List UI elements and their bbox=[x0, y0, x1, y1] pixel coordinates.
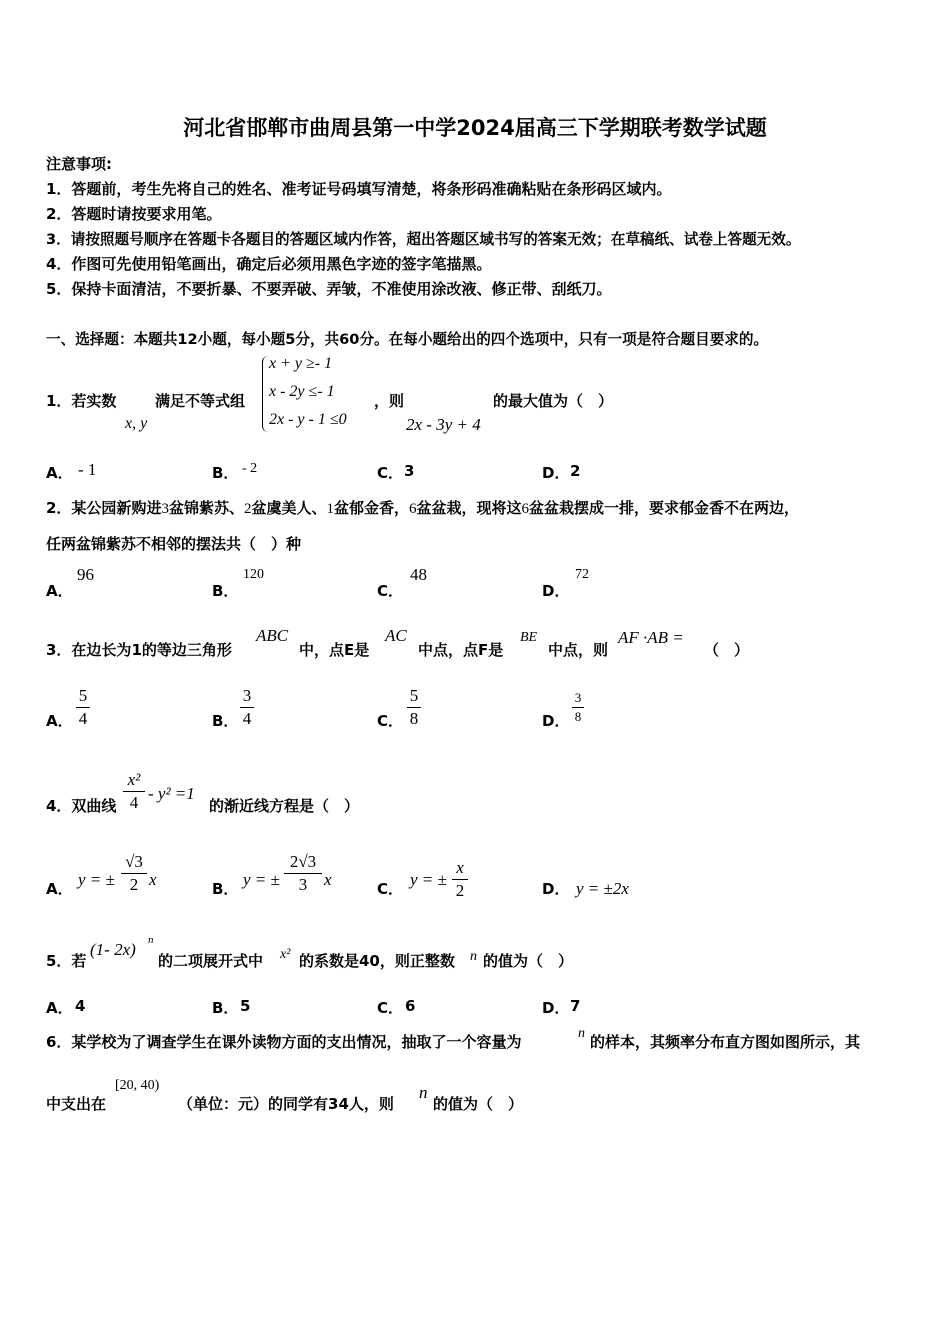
q5-text-1: 5．若 bbox=[46, 952, 87, 970]
q2-option-b-value: 120 bbox=[243, 567, 264, 582]
q5-text-3: 的系数是40，则正整数 bbox=[299, 952, 455, 970]
q2-part: 盆虞美人、 bbox=[251, 499, 327, 517]
q1-option-b-value: - 2 bbox=[242, 461, 258, 476]
q2-part: 盆盆栽，现将这 bbox=[416, 499, 522, 517]
q6-interval: [20, 40) bbox=[115, 1078, 160, 1093]
q2-number: 3 bbox=[161, 501, 169, 517]
q4-option-b-label: B． bbox=[212, 880, 239, 898]
notice-heading: 注意事项: bbox=[46, 155, 112, 173]
q3-option-b-label: B． bbox=[212, 712, 239, 730]
q3-option-d-fraction bbox=[572, 690, 584, 725]
q3-option-b-fraction bbox=[240, 686, 254, 729]
q5-option-d-label: D． bbox=[542, 999, 570, 1017]
numerator: 3 bbox=[242, 686, 252, 705]
q2-option-a-value: 96 bbox=[77, 565, 94, 584]
notice-item: 4．作图可先使用铅笔画出，确定后必须用黑色字迹的签字笔描黑。 bbox=[46, 255, 492, 273]
q1-expression: 2x - 3y + 4 bbox=[406, 415, 481, 434]
q4-option-c-fraction bbox=[452, 858, 468, 901]
q3-text-3: 中点，点F是 bbox=[418, 641, 504, 659]
notice-item: 1．答题前，考生先将自己的姓名、准考证号码填写清楚，将条形码准确粘贴在条形码区域内。 bbox=[46, 180, 672, 198]
q4-option-a-prefix: y = ± bbox=[78, 870, 115, 889]
q3-segment-ac: AC bbox=[385, 626, 407, 645]
q3-text-1: 3．在边长为1的等边三角形 bbox=[46, 641, 232, 659]
q5-option-c-label: C． bbox=[377, 999, 404, 1017]
q3-option-a-fraction bbox=[76, 686, 90, 729]
q4-option-b-suffix: x bbox=[324, 870, 332, 889]
q5-term: x² bbox=[280, 947, 291, 962]
denominator: 4 bbox=[78, 709, 88, 728]
q2-part: 盆郁金香， bbox=[333, 499, 409, 517]
denominator: 4 bbox=[242, 709, 252, 728]
q4-option-b-fraction bbox=[284, 852, 322, 895]
q3-text-5: （ ） bbox=[704, 641, 750, 659]
numerator: 5 bbox=[78, 686, 88, 705]
q2-number: 6 bbox=[409, 501, 417, 517]
q2-text-line-2: 任两盆锦紫苏不相邻的摆法共（ ）种 bbox=[46, 535, 302, 553]
q1-option-a-label: A． bbox=[46, 464, 73, 482]
q4-option-b-prefix: y = ± bbox=[243, 870, 280, 889]
q1-text-4: 的最大值为（ ） bbox=[493, 392, 614, 410]
q2-text bbox=[46, 497, 799, 518]
q4-equation-rest: - y² =1 bbox=[148, 784, 195, 803]
q1-option-c-label: C． bbox=[377, 464, 404, 482]
q6-text-1b: 的样本，其频率分布直方图如图所示，其 bbox=[590, 1033, 861, 1051]
q4-option-a-label: A． bbox=[46, 880, 73, 898]
q5-binomial: (1- 2x) bbox=[90, 940, 136, 959]
notice-item: 2．答题时请按要求用笔。 bbox=[46, 205, 222, 223]
numerator: 3 bbox=[574, 690, 582, 705]
q6-n-2: n bbox=[419, 1083, 428, 1102]
q1-ineq-3: 2x - y - 1 ≤0 bbox=[269, 411, 347, 428]
q4-option-a-fraction bbox=[121, 852, 147, 895]
q6-text-1a: 6．某学校为了调查学生在课外读物方面的支出情况，抽取了一个容量为 bbox=[46, 1033, 522, 1051]
q4-option-d-label: D． bbox=[542, 880, 570, 898]
denominator: 3 bbox=[298, 875, 308, 894]
section-heading: 一、选择题：本题共12小题，每小题5分，共60分。在每小题给出的四个选项中，只有一项是符合题目要求的。 bbox=[46, 331, 769, 348]
q1-text-1: 1．若实数 bbox=[46, 392, 117, 410]
numerator: √3 bbox=[125, 852, 143, 871]
q4-fraction bbox=[123, 770, 145, 813]
q3-option-c-label: C． bbox=[377, 712, 404, 730]
q2-option-b-label: B． bbox=[212, 582, 239, 600]
q1-ineq-2: x - 2y ≤- 1 bbox=[269, 383, 335, 400]
q4-option-d-value: y = ±2x bbox=[576, 879, 629, 898]
q3-option-d-label: D． bbox=[542, 712, 570, 730]
q5-option-d-value: 7 bbox=[570, 997, 581, 1015]
q2-number: 1 bbox=[326, 501, 334, 517]
q5-option-a-label: A． bbox=[46, 999, 73, 1017]
q2-number: 6 bbox=[521, 501, 530, 517]
q2-option-c-label: C． bbox=[377, 582, 404, 600]
q5-option-b-label: B． bbox=[212, 999, 239, 1017]
q1-vars: x, y bbox=[125, 415, 148, 432]
q5-option-b-value: 5 bbox=[240, 997, 251, 1015]
q1-option-b-label: B． bbox=[212, 464, 239, 482]
q2-option-d-value: 72 bbox=[575, 567, 589, 582]
q4-option-c-label: C． bbox=[377, 880, 404, 898]
q3-option-c-fraction bbox=[407, 686, 421, 729]
q2-option-d-label: D． bbox=[542, 582, 570, 600]
q1-text-2: 满足不等式组 bbox=[155, 392, 246, 410]
q5-exponent: n bbox=[148, 934, 154, 946]
q1-option-c-value: 3 bbox=[404, 462, 415, 480]
denominator: 2 bbox=[129, 875, 139, 894]
q5-n: n bbox=[470, 949, 477, 964]
q1-option-d-value: 2 bbox=[570, 462, 581, 480]
q3-dot-product: AF ·AB = bbox=[618, 628, 684, 647]
q3-text-4: 中点，则 bbox=[548, 641, 609, 659]
notice-item: 3．请按照题号顺序在答题卡各题目的答题区域内作答，超出答题区域书写的答案无效；在草稿纸、试卷上答题无效。 bbox=[46, 231, 801, 248]
q1-option-a-value: - 1 bbox=[78, 460, 97, 479]
notice-item: 5．保持卡面清洁，不要折暴、不要弄破、弄皱，不准使用涂改液、修正带、刮纸刀。 bbox=[46, 280, 612, 298]
q4-text-2: 的渐近线方程是（ ） bbox=[209, 797, 360, 815]
denominator: 4 bbox=[129, 793, 139, 812]
q6-text-2c: 的值为（ ） bbox=[433, 1095, 524, 1113]
q6-n: n bbox=[578, 1026, 585, 1041]
q3-text-2: 中，点E是 bbox=[299, 641, 370, 659]
denominator: 8 bbox=[574, 709, 582, 724]
q2-part: 2．某公园新购进 bbox=[46, 499, 162, 517]
q3-triangle: ABC bbox=[256, 626, 289, 645]
q3-segment-be: BE bbox=[520, 630, 538, 645]
q3-option-a-label: A． bbox=[46, 712, 73, 730]
numerator: 2√3 bbox=[289, 852, 317, 871]
denominator: 8 bbox=[409, 709, 419, 728]
q5-text-4: 的值为（ ） bbox=[483, 952, 574, 970]
q1-text-3: ，则 bbox=[374, 392, 405, 410]
numerator: x² bbox=[127, 770, 141, 789]
q4-option-c-prefix: y = ± bbox=[410, 870, 447, 889]
q4-text-1: 4．双曲线 bbox=[46, 797, 117, 815]
page-title: 河北省邯郸市曲周县第一中学2024届高三下学期联考数学试题 bbox=[183, 116, 767, 140]
q4-option-a-suffix: x bbox=[149, 870, 157, 889]
q5-option-c-value: 6 bbox=[405, 997, 416, 1015]
denominator: 2 bbox=[455, 881, 465, 900]
numerator: 5 bbox=[409, 686, 419, 705]
q6-text-2a: 中支出在 bbox=[46, 1095, 107, 1113]
q1-option-d-label: D． bbox=[542, 464, 570, 482]
q1-ineq-1: x + y ≥- 1 bbox=[269, 355, 333, 372]
q5-text-2: 的二项展开式中 bbox=[158, 952, 264, 970]
q2-option-a-label: A． bbox=[46, 582, 73, 600]
q2-number: 2 bbox=[243, 501, 252, 517]
q2-part: 盆锦紫苏、 bbox=[168, 499, 244, 517]
q5-option-a-value: 4 bbox=[75, 997, 86, 1015]
q6-text-2b: （单位：元）的同学有34人，则 bbox=[178, 1095, 394, 1113]
numerator: x bbox=[456, 858, 464, 877]
q2-option-c-value: 48 bbox=[410, 565, 427, 584]
q2-part: 盆盆栽摆成一排，要求郁金香不在两边， bbox=[529, 499, 800, 517]
